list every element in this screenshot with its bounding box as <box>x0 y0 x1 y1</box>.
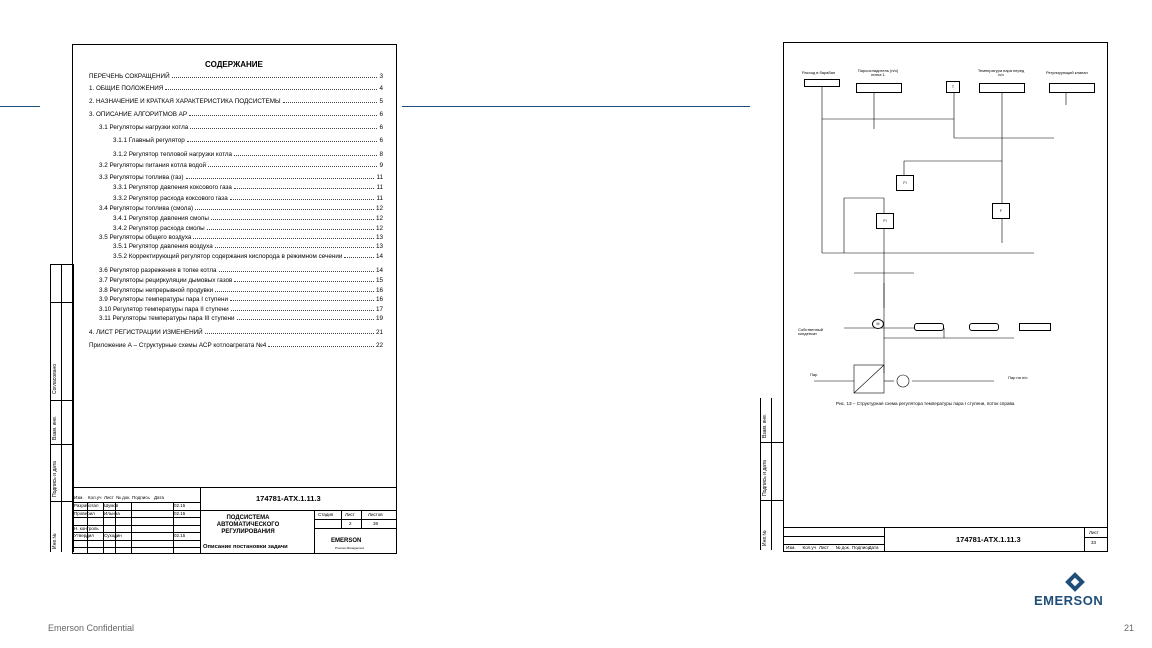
sidebar-label-replace: Взам. инв. <box>52 415 58 440</box>
diagram-caption: Рис. 13 – Структурная схема регулятора температуры пара I ступени, поток справа <box>836 401 1015 406</box>
toc-entry <box>113 195 383 202</box>
toc-dot-leader <box>208 162 377 167</box>
right-stamp-header-cell: Кол.уч <box>802 545 816 550</box>
toc-entry <box>89 111 383 118</box>
toc-dot-leader <box>186 174 375 179</box>
toc-entry-text: 3.10 Регулятор температуры пара II ступени <box>99 306 229 313</box>
sheets-count: 38 <box>373 521 379 526</box>
system-name: ПОДСИСТЕМА АВТОМАТИЧЕСКОГО РЕГУЛИРОВАНИЯ <box>216 515 280 535</box>
toc-entry-page: 11 <box>376 174 383 181</box>
diagram-box-b <box>856 83 902 93</box>
toc-dot-leader <box>268 342 374 347</box>
toc-dot-leader <box>234 151 377 156</box>
toc-entry <box>99 174 383 181</box>
toc-entry <box>89 329 383 336</box>
stamp-role-cell: Проверил <box>74 510 95 516</box>
toc-dot-leader <box>195 205 374 210</box>
stamp-header-cell: Дата <box>154 495 164 500</box>
toc-entry-page: 12 <box>375 225 383 232</box>
toc-sheet <box>72 44 397 554</box>
right-sidebar-inv: Инв.№ <box>762 530 768 546</box>
toc-dot-leader <box>231 306 374 311</box>
toc-entry <box>89 98 383 105</box>
toc-entry-text: 3.5.1 Регулятор давления воздуха <box>113 243 213 250</box>
toc-entry <box>99 287 383 294</box>
stage-label: Стадия <box>318 512 334 517</box>
toc-dot-leader <box>189 111 377 116</box>
right-title-block <box>784 527 1107 552</box>
sheet-label: Лист <box>345 512 355 517</box>
toc-dot-leader <box>205 329 374 334</box>
toc-dot-leader <box>193 234 374 239</box>
grid-line <box>73 540 200 541</box>
f-block: F <box>992 203 1010 219</box>
emerson-wordmark: EMERSON <box>1034 593 1104 608</box>
label-own-condensate: Собственный конденсат <box>798 327 824 337</box>
toc-entry <box>99 234 383 241</box>
toc-entry <box>113 151 383 158</box>
toc-entry-text: 3.1.1 Главный регулятор <box>113 137 185 144</box>
toc-entry-text: 2. НАЗНАЧЕНИЕ И КРАТКАЯ ХАРАКТЕРИСТИКА ПОДСИСТЕМЫ <box>89 98 281 105</box>
toc-entry-page: 6 <box>379 137 383 144</box>
grid-line <box>131 502 132 554</box>
toc-entry-text: 3.8 Регуляторы непрерывной продувки <box>99 287 214 294</box>
toc-entry <box>113 137 383 144</box>
toc-entry <box>99 277 383 284</box>
toc-entry <box>99 296 383 303</box>
toc-entry-page: 13 <box>375 243 383 250</box>
toc-entry <box>99 315 383 322</box>
grid-line <box>73 517 200 518</box>
toc-dot-leader <box>234 184 375 189</box>
toc-entry-text: ПЕРЕЧЕНЬ СОКРАЩЕНИЙ <box>89 73 170 80</box>
toc-entry-text: 3. ОПИСАНИЕ АЛГОРИТМОВ АР <box>89 111 188 118</box>
emerson-logo <box>1030 572 1120 608</box>
right-sidebar-sign: Подпись и дата <box>762 460 768 496</box>
diagram-box-f <box>969 323 999 331</box>
toc-entry-text: 1. ОБЩИЕ ПОЛОЖЕНИЯ <box>89 85 164 92</box>
toc-entry-text: 3.4.1 Регулятор давления смолы <box>113 215 209 222</box>
diagram-box-g <box>1019 323 1051 331</box>
label-flow-drum: Расход в барабан <box>802 70 836 75</box>
sidebar-label-sign: Подпись и дата <box>52 461 58 497</box>
toc-dot-leader <box>165 85 377 90</box>
right-doc-number: 174781-АТХ.1.11.3 <box>956 535 1021 544</box>
stamp-header-cell: Лист <box>104 495 114 500</box>
toc-entry-text: 4. ЛИСТ РЕГИСТРАЦИИ ИЗМЕНЕНИЙ <box>89 329 203 336</box>
stamp-role-cell: Разработал <box>74 503 99 508</box>
m-block: M <box>872 319 884 329</box>
toc-entry-page: 6 <box>379 111 383 118</box>
toc-entry-page: 12 <box>375 205 383 212</box>
right-stamp-header-cell: Лист <box>819 545 829 550</box>
toc-entry-page: 9 <box>379 162 383 169</box>
right-stamp-header-cell: Изм. <box>786 545 796 550</box>
toc-entry <box>89 342 383 349</box>
toc-entry-text: 3.3 Регуляторы топлива (газ) <box>99 174 184 181</box>
right-sheet-label: Лист <box>1089 530 1099 535</box>
fi-block-2: FI <box>876 213 894 229</box>
toc-entry <box>99 162 383 169</box>
toc-entry-text: 3.6 Регулятор разрежения в топке котла <box>99 267 217 274</box>
toc-entry-page: 17 <box>375 306 383 313</box>
toc-entry <box>89 85 383 92</box>
toc-entry-page: 15 <box>375 277 383 284</box>
label-temp-before: Температура пара перед п/о <box>977 68 1025 78</box>
toc-entry-page: 19 <box>375 315 383 322</box>
toc-entry-text: 3.5 Регуляторы общего воздуха <box>99 234 192 241</box>
sidebar-label-agreed: Согласовано <box>52 363 58 394</box>
right-sidebar <box>760 398 784 550</box>
toc-entry <box>99 306 383 313</box>
title-block <box>73 487 396 554</box>
toc-entry-page: 12 <box>375 215 383 222</box>
toc-dot-leader <box>211 215 374 220</box>
toc-entry-text: 3.1 Регуляторы нагрузки котла <box>99 124 189 131</box>
toc-entry-text: 3.3.2 Регулятор расхода коксового газа <box>113 195 228 202</box>
right-sheet-number: 33 <box>1091 540 1097 545</box>
stamp-role-cell: Утвердил <box>74 533 94 538</box>
label-steam: Пар <box>810 372 818 377</box>
page-number: 21 <box>1124 623 1135 633</box>
stamp-date-cell: 02.15 <box>174 510 186 516</box>
stamp-name-cell: Шумов <box>104 503 119 508</box>
emerson-stamp-logo: EMERSON <box>331 538 362 544</box>
right-stamp-header-cell: Дата <box>868 545 879 550</box>
left-sidebar <box>50 264 74 552</box>
doc-number: 174781-АТХ.1.11.3 <box>256 494 321 503</box>
stamp-header-cell: Изм. <box>74 495 84 500</box>
toc-entry <box>89 73 383 80</box>
right-stamp-header-cell: № док. <box>835 545 850 550</box>
label-steam-out: Пар на п/о <box>1008 375 1028 380</box>
stamp-header-cell: Подпись <box>132 495 150 500</box>
stamp-header-cell: № док. <box>116 495 131 500</box>
toc-entry-text: 3.1.2 Регулятор тепловой нагрузки котла <box>113 151 233 158</box>
toc-entry-page: 4 <box>379 85 383 92</box>
diagram-box-d <box>1049 83 1095 93</box>
accent-line-left <box>0 106 40 107</box>
toc-entry-page: 11 <box>376 195 383 202</box>
toc-entry-text: 3.3.1 Регулятор давления коксового газа <box>113 184 232 191</box>
toc-entry-text: 3.7 Регуляторы рециркуляции дымовых газов <box>99 277 233 284</box>
toc-entry-page: 16 <box>375 296 383 303</box>
toc-entry-page: 14 <box>375 253 383 260</box>
toc-entry-page: 3 <box>379 73 383 80</box>
toc-entry <box>113 225 383 232</box>
toc-entry <box>113 184 383 191</box>
stamp-date-cell: 02.15 <box>174 503 186 508</box>
stamp-role-cell: Н. контроль <box>74 525 99 531</box>
accent-line-middle <box>402 106 750 107</box>
diagram-box-e <box>914 323 944 331</box>
toc-entry-text: 3.11 Регуляторы температуры пара III ступени <box>99 315 235 322</box>
sheets-label: Листов <box>368 512 383 517</box>
toc-entry-page: 22 <box>375 342 383 349</box>
toc-dot-leader <box>234 277 374 282</box>
toc-dot-leader <box>207 225 374 230</box>
toc-dot-leader <box>190 124 377 129</box>
toc-dot-leader <box>215 287 374 292</box>
toc-entry-text: Приложение А – Структурные схемы АСР котлоагрегата №4 <box>89 342 267 349</box>
toc-entry-text: 3.4 Регуляторы топлива (смола) <box>99 205 194 212</box>
toc-entry-page: 13 <box>375 234 383 241</box>
toc-entry-page: 5 <box>379 98 383 105</box>
toc-entry <box>113 253 383 260</box>
label-attemperator: Пароохладитель (п/о) нитка 1 <box>857 68 899 78</box>
toc-dot-leader <box>283 98 378 103</box>
toc-dot-leader <box>172 73 378 78</box>
right-stamp-header-cell: Подпись <box>852 545 870 550</box>
toc-dot-leader <box>215 243 374 248</box>
toc-entry-page: 14 <box>375 267 383 274</box>
diagram-box-a <box>804 79 840 87</box>
label-control-valve: Регулирующий клапан <box>1046 70 1088 75</box>
toc-entry-text: 3.2 Регуляторы питания котла водой <box>99 162 207 169</box>
signature-grid <box>73 495 200 554</box>
toc-entry-text: 3.4.2 Регулятор расхода смолы <box>113 225 205 232</box>
grid-line <box>73 547 200 548</box>
fi-block-1: FI <box>896 175 914 191</box>
toc-entry <box>113 215 383 222</box>
doc-title: Описание постановки задачи <box>203 544 288 550</box>
diagram-box-c <box>979 83 1025 93</box>
toc-dot-leader <box>230 195 375 200</box>
toc-entry-text: 3.9 Регуляторы температуры пара I ступени <box>99 296 228 303</box>
right-sidebar-replace: Взам. инв. <box>762 413 768 438</box>
toc-entry <box>99 124 383 131</box>
t-block: T <box>946 81 960 93</box>
toc-entry-page: 8 <box>379 151 383 158</box>
toc-entry-page: 21 <box>375 329 383 336</box>
toc-dot-leader <box>237 315 374 320</box>
toc-entry-page: 16 <box>375 287 383 294</box>
sheet-number: 2 <box>349 521 352 526</box>
toc-entry <box>99 205 383 212</box>
control-diagram <box>784 43 1107 403</box>
toc-dot-leader <box>187 137 378 142</box>
sidebar-label-inv: Инв.№ <box>52 533 58 549</box>
toc-title: СОДЕРЖАНИЕ <box>205 60 263 69</box>
toc-dot-leader <box>230 296 374 301</box>
diagram-sheet <box>783 42 1108 552</box>
toc-entry <box>99 267 383 274</box>
emerson-emblem-icon <box>1065 572 1085 592</box>
toc-entry <box>113 243 383 250</box>
toc-entry-page: 6 <box>379 124 383 131</box>
toc-dot-leader <box>219 267 374 272</box>
stamp-header-cell: Кол.уч <box>88 495 102 500</box>
right-stamp-headers <box>784 545 884 552</box>
confidential-label: Emerson Confidential <box>48 623 135 633</box>
toc-entry-page: 11 <box>376 184 383 191</box>
toc-entry-text: 3.5.2 Корректирующий регулятор содержания кислорода в режимном сечении <box>113 253 343 260</box>
stamp-date-cell: 02.15 <box>174 533 186 538</box>
emerson-stamp-sub: Process Management <box>335 546 365 550</box>
stamp-name-cell: Суходин <box>104 533 122 538</box>
toc-dot-leader <box>344 253 374 258</box>
stamp-name-cell: Ильина <box>104 510 120 516</box>
